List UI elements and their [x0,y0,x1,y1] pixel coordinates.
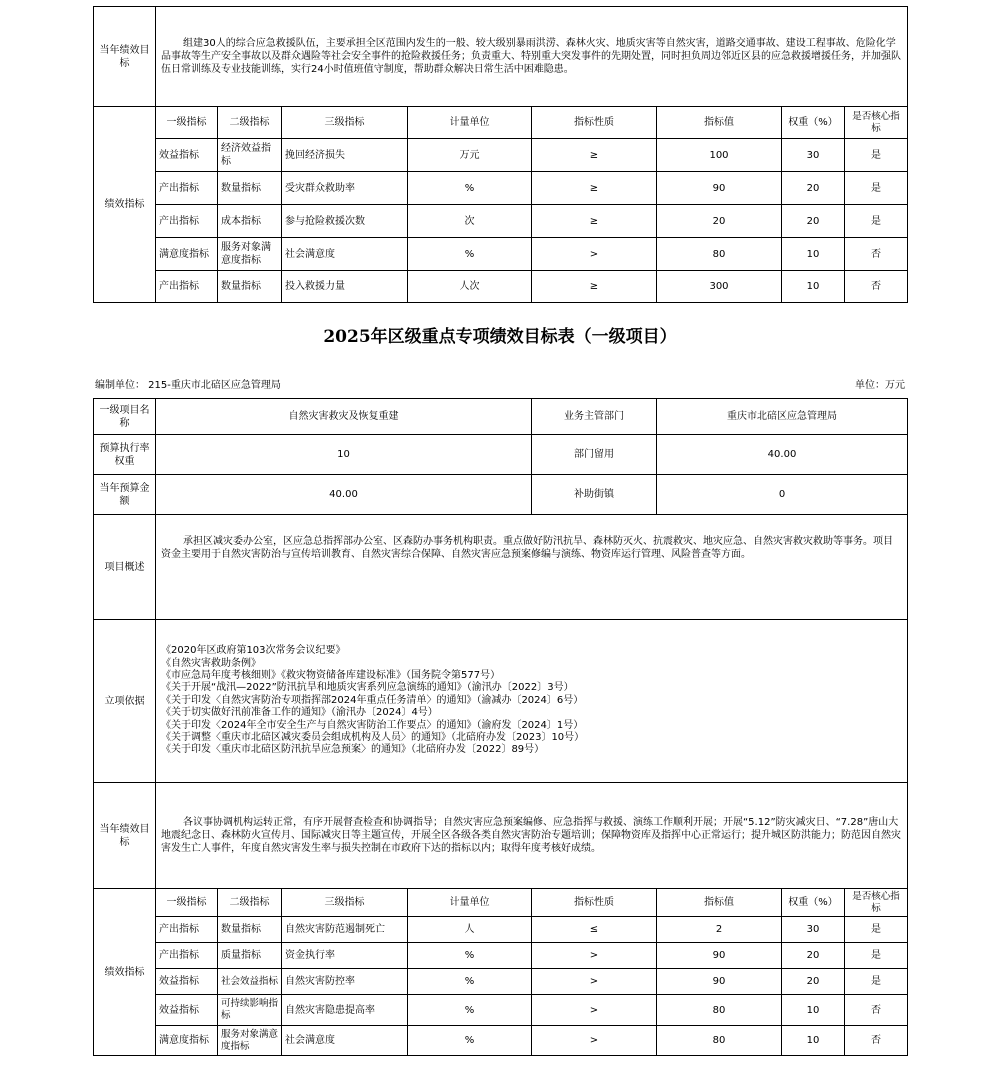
cell-l2: 数量指标 [218,271,282,303]
subsidy: 0 [657,475,908,515]
basis-item: 《关于开展“战汛—2022”防汛抗旱和地质灾害系列应急演练的通知》（渝汛办〔2022〕3号） [161,682,574,694]
table-row [94,969,908,995]
cell-core: 否 [845,271,908,303]
performance-table [93,398,908,1056]
cell-unit: % [408,969,532,995]
basis-item: 《市应急局年度考核细则》《救灾物资储备库建设标准》（国务院令第577号） [161,669,501,681]
cell-weight: 10 [782,995,845,1026]
cell-value: 90 [657,172,782,205]
header-core: 是否核心指标 [845,889,908,917]
cell-l2: 经济效益指标 [218,139,282,172]
header-l2: 二级指标 [218,107,282,139]
cell-core: 是 [845,205,908,238]
cell-l1: 产出指标 [156,172,218,205]
table-row [94,238,908,271]
cell-value: 90 [657,969,782,995]
dept-label: 业务主管部门 [532,399,657,435]
performance-table-previous [93,6,908,303]
cell-l3: 投入救援力量 [282,271,408,303]
basis-item: 《关于印发〈2024年全市安全生产与自然灾害防治工作要点〉的通知》（渝府发〔2024〕1号） [161,719,584,731]
overview-label: 项目概述 [94,515,156,620]
basis-item: 《自然灾害救助条例》 [161,657,261,669]
cell-core: 是 [845,917,908,943]
cell-weight: 20 [782,172,845,205]
target-text: 组建30人的综合应急救援队伍，主要承担全区范围内发生的一般、较大级别暴雨洪涝、森林火灾、地质灾害等自然灾害，道路交通事故、建设工程事故、危险化学品事故等生产安全事故以及群众遇险等社会安全事件的抢险救援任务；负责重大、特别重大突发事件的先期处置，同时担负周边邻近区县的应急救援增援任务，并加强队伍日常训练及专业技能训练，实行24小时值班值守制度，帮助群众解决日常生活中困难隐患。 [156,7,908,107]
overview-text: 承担区减灾委办公室，区应急总指挥部办公室、区森防办事务机构职责。重点做好防汛抗旱、森林防灭火、抗震救灾、地灾应急、自然灾害救灾救助等事务。项目资金主要用于自然灾害防治与宣传培训教育、自然灾害综合保障、自然灾害应急预案修编与演练、物资库运行管理、风险普查等方面。 [156,515,908,620]
cell-l2: 数量指标 [218,917,282,943]
cell-unit: 人次 [408,271,532,303]
budget: 40.00 [156,475,532,515]
cell-l1: 效益指标 [156,969,218,995]
cell-value: 80 [657,1026,782,1056]
cell-l3: 自然灾害隐患提高率 [282,995,408,1026]
table-row [94,917,908,943]
cell-value: 90 [657,943,782,969]
target-label: 当年绩效目标 [94,7,156,107]
cell-nature: > [532,1026,657,1056]
cell-weight: 20 [782,969,845,995]
dept: 重庆市北碚区应急管理局 [657,399,908,435]
basis-list [156,620,908,783]
cell-l1: 产出指标 [156,205,218,238]
cell-weight: 20 [782,205,845,238]
cell-core: 是 [845,172,908,205]
header-unit: 计量单位 [408,107,532,139]
cell-value: 2 [657,917,782,943]
budget-label: 当年预算金额 [94,475,156,515]
basis-item: 《关于调整〈重庆市北碚区减灾委员会组成机构及人员〉的通知》（北碚府办发〔2023〕10号） [161,732,585,744]
cell-unit: 次 [408,205,532,238]
header-nature: 指标性质 [532,107,657,139]
currency-unit: 单位：万元 [855,380,905,391]
basis-item: 《关于印发〈重庆市北碚区防汛抗旱应急预案〉的通知》（北碚府办发〔2022〕89号） [161,744,545,756]
table-row [94,205,908,238]
header-l2: 二级指标 [218,889,282,917]
cell-nature: ≥ [532,205,657,238]
project-name-label: 一级项目名称 [94,399,156,435]
cell-l3: 社会满意度 [282,238,408,271]
dept-reserve: 40.00 [657,435,908,475]
cell-nature: ≤ [532,917,657,943]
cell-weight: 10 [782,1026,845,1056]
target-text: 各议事协调机构运转正常，有序开展督查检查和协调指导；自然灾害应急预案编修、应急指挥与救援、演练工作顺利开展；开展“5.12”防灾减灾日、“7.28”唐山大地震纪念日、森林防火宣传月、国际减灾日等主题宣传，开展全区各级各类自然灾害防治专题培训；保障物资库及指挥中心正常运行；提升城区防洪能力；防范因自然灾害发生亡人事件，年度自然灾害发生率与损失控制在市政府下达的指标以内；取得年度考核好成绩。 [156,783,908,889]
table-row [94,1026,908,1056]
cell-l1: 满意度指标 [156,238,218,271]
cell-l2: 服务对象满意度指标 [218,1026,282,1056]
cell-nature: ≥ [532,139,657,172]
cell-value: 80 [657,238,782,271]
cell-unit: 万元 [408,139,532,172]
cell-l3: 社会满意度 [282,1026,408,1056]
cell-nature: > [532,943,657,969]
header-l1: 一级指标 [156,889,218,917]
header-l1: 一级指标 [156,107,218,139]
page-title: 2025年区级重点专项绩效目标表（一级项目） [323,327,677,347]
exec-weight: 10 [156,435,532,475]
header-unit: 计量单位 [408,889,532,917]
cell-l2: 服务对象满意度指标 [218,238,282,271]
cell-l3: 挽回经济损失 [282,139,408,172]
cell-l2: 成本指标 [218,205,282,238]
cell-nature: ≥ [532,271,657,303]
cell-core: 否 [845,238,908,271]
subsidy-label: 补助街镇 [532,475,657,515]
table-row [94,139,908,172]
compiling-unit: 编制单位： 215-重庆市北碚区应急管理局 [95,380,281,391]
cell-l1: 产出指标 [156,943,218,969]
cell-unit: % [408,943,532,969]
cell-l1: 满意度指标 [156,1026,218,1056]
project-name: 自然灾害救灾及恢复重建 [156,399,532,435]
cell-l3: 参与抢险救援次数 [282,205,408,238]
cell-nature: > [532,995,657,1026]
cell-unit: % [408,172,532,205]
basis-item: 《关于印发〈自然灾害防治专项指挥部2024年重点任务清单〉的通知》（渝减办〔2024〕6号） [161,694,584,706]
cell-unit: 人 [408,917,532,943]
header-weight: 权重（%） [782,107,845,139]
header-l3: 三级指标 [282,107,408,139]
cell-nature: > [532,238,657,271]
perf-label: 绩效指标 [94,107,156,303]
cell-l2: 质量指标 [218,943,282,969]
cell-unit: % [408,238,532,271]
exec-weight-label: 预算执行率权重 [94,435,156,475]
perf-label: 绩效指标 [94,889,156,1056]
cell-value: 100 [657,139,782,172]
cell-l1: 产出指标 [156,271,218,303]
cell-l2: 数量指标 [218,172,282,205]
basis-item: 《关于切实做好汛前准备工作的通知》（渝汛办〔2024〕4号） [161,707,438,719]
header-weight: 权重（%） [782,889,845,917]
basis-item: 《2020年区政府第103次常务会议纪要》 [161,645,346,657]
cell-core: 是 [845,139,908,172]
header-value: 指标值 [657,107,782,139]
cell-l1: 产出指标 [156,917,218,943]
target-label: 当年绩效目标 [94,783,156,889]
cell-l3: 受灾群众救助率 [282,172,408,205]
table-row [94,995,908,1026]
cell-nature: > [532,969,657,995]
cell-value: 300 [657,271,782,303]
header-core: 是否核心指标 [845,107,908,139]
cell-core: 是 [845,943,908,969]
cell-core: 否 [845,1026,908,1056]
cell-l1: 效益指标 [156,995,218,1026]
header-value: 指标值 [657,889,782,917]
header-nature: 指标性质 [532,889,657,917]
basis-label: 立项依据 [94,620,156,783]
cell-l2: 社会效益指标 [218,969,282,995]
cell-nature: ≥ [532,172,657,205]
table-row [94,172,908,205]
cell-value: 20 [657,205,782,238]
cell-weight: 30 [782,917,845,943]
table-row [94,943,908,969]
cell-unit: % [408,995,532,1026]
cell-l3: 自然灾害防范遏制死亡 [282,917,408,943]
cell-l2: 可持续影响指标 [218,995,282,1026]
cell-core: 是 [845,969,908,995]
cell-l3: 资金执行率 [282,943,408,969]
cell-l3: 自然灾害防控率 [282,969,408,995]
cell-l1: 效益指标 [156,139,218,172]
table-row [94,271,908,303]
cell-value: 80 [657,995,782,1026]
cell-core: 否 [845,995,908,1026]
cell-weight: 10 [782,271,845,303]
cell-weight: 10 [782,238,845,271]
dept-reserve-label: 部门留用 [532,435,657,475]
cell-weight: 30 [782,139,845,172]
header-l3: 三级指标 [282,889,408,917]
cell-unit: % [408,1026,532,1056]
cell-weight: 20 [782,943,845,969]
